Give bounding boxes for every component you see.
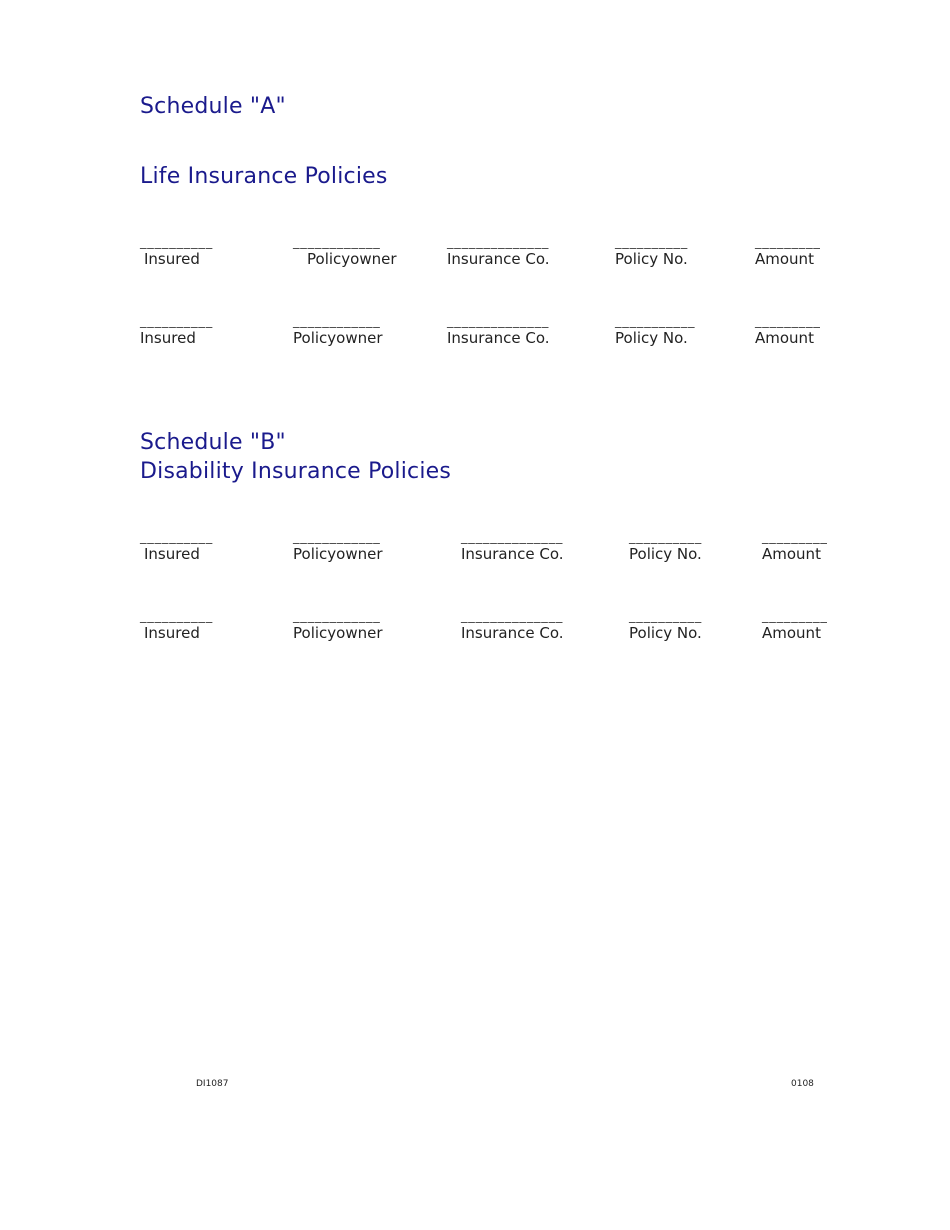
amount-blank-line[interactable]: _________ [762, 530, 828, 545]
insured-label: Insured [144, 624, 200, 642]
insured-field[interactable] [140, 531, 213, 563]
schedule-b-row-2 [0, 610, 950, 650]
policyowner-blank-line[interactable]: ____________ [293, 235, 381, 250]
policy-no-label: Policy No. [629, 545, 702, 563]
amount-field[interactable] [755, 236, 821, 268]
insurance-co-label: Insurance Co. [447, 250, 550, 268]
amount-blank-line[interactable]: _________ [755, 314, 821, 329]
insured-blank-line[interactable]: __________ [140, 609, 213, 624]
amount-blank-line[interactable]: _________ [762, 609, 828, 624]
policy-no-blank-line[interactable]: __________ [629, 609, 702, 624]
schedule-a-subheading: Life Insurance Policies [140, 164, 388, 189]
schedule-b-heading: Schedule "B" [140, 430, 286, 455]
policyowner-field[interactable] [293, 531, 383, 563]
insurance-co-blank-line[interactable]: ______________ [461, 609, 564, 624]
insured-label: Insured [144, 250, 200, 268]
insurance-co-field[interactable] [447, 315, 550, 347]
policyowner-label: Policyowner [293, 624, 383, 642]
amount-blank-line[interactable]: _________ [755, 235, 821, 250]
policyowner-field[interactable] [293, 610, 383, 642]
amount-field[interactable] [762, 531, 828, 563]
policyowner-blank-line[interactable]: ____________ [293, 530, 381, 545]
policy-no-blank-line[interactable]: __________ [629, 530, 702, 545]
insured-blank-line[interactable]: __________ [140, 314, 213, 329]
schedule-b-subheading: Disability Insurance Policies [140, 459, 452, 484]
amount-field[interactable] [755, 315, 821, 347]
amount-label: Amount [762, 545, 821, 563]
insurance-co-label: Insurance Co. [461, 624, 564, 642]
policyowner-field[interactable] [293, 236, 397, 268]
amount-label: Amount [755, 329, 814, 347]
insured-field[interactable] [140, 315, 213, 347]
insurance-co-blank-line[interactable]: ______________ [447, 235, 550, 250]
insurance-co-label: Insurance Co. [447, 329, 550, 347]
policy-no-blank-line[interactable]: ___________ [615, 314, 696, 329]
insurance-co-blank-line[interactable]: ______________ [447, 314, 550, 329]
insurance-co-blank-line[interactable]: ______________ [461, 530, 564, 545]
insured-label: Insured [140, 329, 196, 347]
schedule-a-row-2 [0, 315, 950, 355]
insured-label: Insured [144, 545, 200, 563]
policy-no-field[interactable] [629, 531, 702, 563]
amount-label: Amount [762, 624, 821, 642]
policy-no-label: Policy No. [615, 250, 688, 268]
policyowner-field[interactable] [293, 315, 383, 347]
policyowner-label: Policyowner [293, 545, 383, 563]
revision-date-code: 0108 [791, 1079, 814, 1089]
policy-no-field[interactable] [615, 315, 695, 347]
policyowner-blank-line[interactable]: ____________ [293, 609, 381, 624]
policy-no-field[interactable] [615, 236, 688, 268]
policyowner-blank-line[interactable]: ____________ [293, 314, 381, 329]
amount-field[interactable] [762, 610, 828, 642]
insured-blank-line[interactable]: __________ [140, 235, 213, 250]
policyowner-label: Policyowner [293, 329, 383, 347]
policy-no-blank-line[interactable]: __________ [615, 235, 688, 250]
policyowner-label: Policyowner [307, 250, 397, 268]
schedule-a-row-1 [0, 236, 950, 276]
insurance-co-field[interactable] [447, 236, 550, 268]
amount-label: Amount [755, 250, 814, 268]
form-code: DI1087 [196, 1079, 229, 1089]
insurance-co-label: Insurance Co. [461, 545, 564, 563]
insurance-co-field[interactable] [461, 531, 564, 563]
schedule-b-row-1 [0, 531, 950, 571]
policy-no-label: Policy No. [629, 624, 702, 642]
insured-blank-line[interactable]: __________ [140, 530, 213, 545]
insured-field[interactable] [140, 610, 213, 642]
schedule-a-heading: Schedule "A" [140, 94, 286, 119]
policy-no-label: Policy No. [615, 329, 688, 347]
policy-no-field[interactable] [629, 610, 702, 642]
insured-field[interactable] [140, 236, 213, 268]
insurance-co-field[interactable] [461, 610, 564, 642]
